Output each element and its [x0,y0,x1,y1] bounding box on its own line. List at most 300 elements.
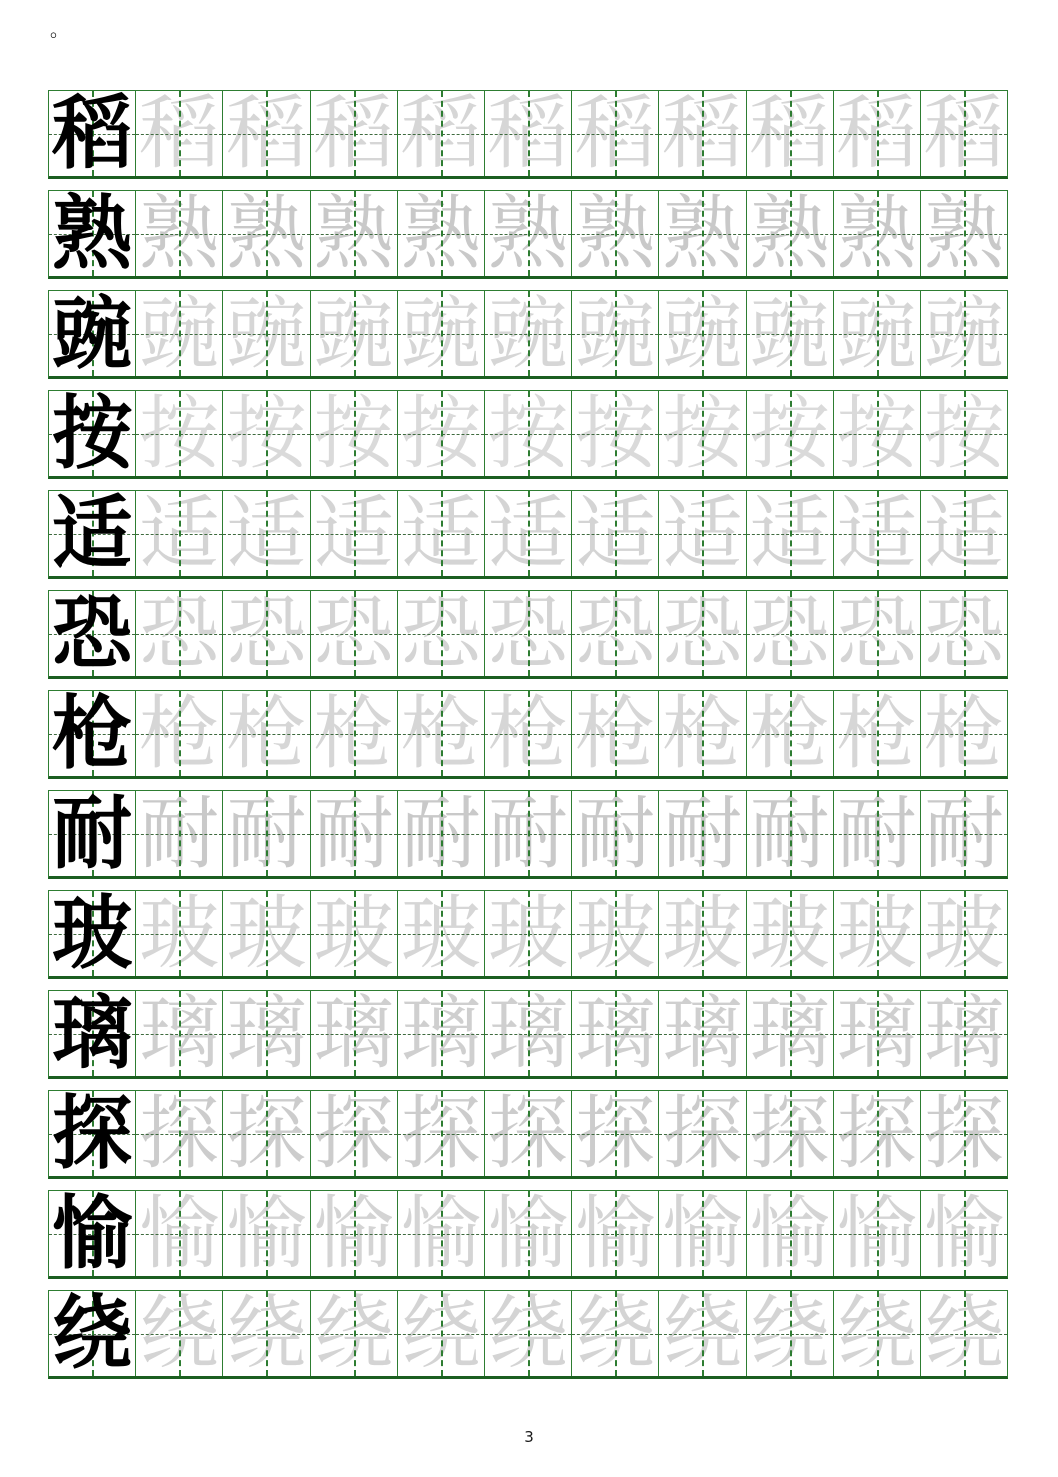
model-character: 枪 [52,686,133,780]
practice-row [48,586,1008,680]
practice-grid [48,86,1008,1390]
trace-character: 熟 [923,186,1004,280]
trace-cell [572,486,659,580]
trace-cell [921,886,1007,980]
trace-cell [572,186,659,280]
trace-character: 探 [749,1086,830,1180]
trace-cell [659,986,746,1080]
model-character: 熟 [52,186,133,280]
model-cell [49,786,136,880]
trace-character: 恐 [923,586,1004,680]
trace-character: 豌 [836,286,917,380]
trace-cell [659,186,746,280]
trace-character: 适 [575,486,656,580]
trace-character: 璃 [836,986,917,1080]
trace-cell [485,686,572,780]
practice-row [48,1286,1008,1380]
trace-character: 探 [575,1086,656,1180]
trace-cell [834,686,921,780]
trace-character: 绕 [749,1286,830,1380]
trace-character: 恐 [400,586,481,680]
trace-cell [747,586,834,680]
model-cell [49,186,136,280]
trace-cell [659,86,746,180]
trace-cell [921,686,1007,780]
trace-character: 绕 [488,1286,569,1380]
trace-cell [834,386,921,480]
top-punctuation: 。 [50,19,70,41]
model-cell [49,1086,136,1180]
trace-character: 耐 [400,786,481,880]
trace-cell [398,1086,485,1180]
trace-cell [136,286,223,380]
trace-cell [747,386,834,480]
trace-cell [136,886,223,980]
trace-cell [223,586,310,680]
trace-character: 豌 [400,286,481,380]
trace-cell [485,386,572,480]
trace-cell [572,586,659,680]
trace-character: 按 [749,386,830,480]
trace-character: 璃 [662,986,743,1080]
trace-character: 玻 [749,886,830,980]
trace-character: 熟 [749,186,830,280]
trace-character: 探 [226,1086,307,1180]
trace-character: 绕 [400,1286,481,1380]
trace-character: 枪 [662,686,743,780]
trace-cell [223,386,310,480]
model-cell [49,986,136,1080]
trace-cell [572,786,659,880]
practice-row [48,886,1008,980]
trace-cell [834,786,921,880]
trace-cell [659,686,746,780]
trace-cell [485,286,572,380]
trace-character: 绕 [923,1286,1004,1380]
trace-cell [311,586,398,680]
model-character: 豌 [52,286,133,380]
trace-cell [485,986,572,1080]
trace-character: 稻 [313,86,394,180]
trace-character: 愉 [575,1186,656,1280]
trace-character: 熟 [400,186,481,280]
trace-character: 稻 [488,86,569,180]
trace-character: 枪 [836,686,917,780]
trace-cell [572,886,659,980]
trace-character: 璃 [488,986,569,1080]
trace-character: 玻 [662,886,743,980]
trace-character: 愉 [139,1186,220,1280]
practice-row [48,986,1008,1080]
model-cell [49,386,136,480]
model-cell [49,286,136,380]
trace-character: 愉 [488,1186,569,1280]
trace-character: 绕 [575,1286,656,1380]
trace-character: 探 [313,1086,394,1180]
trace-character: 恐 [488,586,569,680]
trace-cell [398,386,485,480]
trace-cell [223,786,310,880]
trace-cell [136,1186,223,1280]
trace-character: 熟 [139,186,220,280]
trace-character: 适 [313,486,394,580]
trace-cell [311,986,398,1080]
trace-character: 恐 [836,586,917,680]
trace-character: 恐 [313,586,394,680]
trace-cell [311,686,398,780]
trace-character: 愉 [226,1186,307,1280]
trace-cell [834,986,921,1080]
trace-cell [398,1186,485,1280]
model-character: 绕 [52,1286,133,1380]
trace-cell [747,86,834,180]
trace-character: 按 [226,386,307,480]
trace-character: 璃 [400,986,481,1080]
trace-cell [834,1286,921,1380]
trace-cell [311,1186,398,1280]
trace-character: 耐 [313,786,394,880]
trace-character: 豌 [139,286,220,380]
trace-character: 适 [226,486,307,580]
trace-character: 绕 [226,1286,307,1380]
trace-character: 豌 [749,286,830,380]
trace-character: 玻 [313,886,394,980]
trace-cell [921,1286,1007,1380]
trace-cell [136,386,223,480]
trace-cell [223,1186,310,1280]
trace-cell [921,786,1007,880]
trace-cell [136,586,223,680]
trace-character: 稻 [749,86,830,180]
trace-cell [572,1286,659,1380]
trace-cell [834,1186,921,1280]
trace-cell [223,186,310,280]
trace-cell [921,986,1007,1080]
model-cell [49,1286,136,1380]
trace-character: 熟 [226,186,307,280]
trace-cell [136,486,223,580]
trace-character: 豌 [575,286,656,380]
trace-character: 豌 [923,286,1004,380]
trace-character: 枪 [139,686,220,780]
trace-cell [398,986,485,1080]
trace-character: 适 [488,486,569,580]
trace-cell [659,486,746,580]
trace-cell [311,1286,398,1380]
trace-character: 熟 [313,186,394,280]
trace-cell [921,586,1007,680]
trace-cell [747,686,834,780]
trace-character: 玻 [836,886,917,980]
trace-character: 豌 [488,286,569,380]
trace-character: 适 [139,486,220,580]
trace-character: 豌 [313,286,394,380]
trace-cell [921,1086,1007,1180]
trace-character: 豌 [662,286,743,380]
trace-cell [572,286,659,380]
trace-character: 探 [836,1086,917,1180]
trace-character: 枪 [575,686,656,780]
trace-cell [747,886,834,980]
trace-character: 恐 [575,586,656,680]
trace-character: 稻 [836,86,917,180]
trace-character: 绕 [139,1286,220,1380]
trace-character: 熟 [836,186,917,280]
trace-character: 稻 [662,86,743,180]
trace-cell [747,1186,834,1280]
trace-character: 愉 [662,1186,743,1280]
trace-character: 稻 [923,86,1004,180]
trace-character: 稻 [139,86,220,180]
trace-character: 按 [836,386,917,480]
trace-cell [921,286,1007,380]
trace-character: 璃 [139,986,220,1080]
trace-character: 耐 [226,786,307,880]
trace-character: 愉 [400,1186,481,1280]
model-character: 璃 [52,986,133,1080]
trace-cell [485,586,572,680]
model-character: 耐 [52,786,133,880]
trace-character: 适 [836,486,917,580]
trace-cell [223,1086,310,1180]
trace-cell [485,1186,572,1280]
trace-character: 豌 [226,286,307,380]
trace-character: 枪 [400,686,481,780]
trace-character: 耐 [139,786,220,880]
model-character: 愉 [52,1186,133,1280]
trace-cell [136,1086,223,1180]
trace-character: 璃 [226,986,307,1080]
trace-cell [485,1086,572,1180]
trace-cell [572,86,659,180]
trace-character: 绕 [313,1286,394,1380]
trace-cell [747,786,834,880]
trace-character: 耐 [749,786,830,880]
page-number: 3 [524,1428,534,1446]
trace-cell [311,186,398,280]
trace-cell [485,786,572,880]
trace-character: 适 [662,486,743,580]
trace-cell [659,286,746,380]
trace-character: 探 [139,1086,220,1180]
practice-row [48,1186,1008,1280]
trace-cell [485,886,572,980]
model-cell [49,686,136,780]
trace-character: 按 [400,386,481,480]
model-character: 恐 [52,586,133,680]
trace-cell [659,586,746,680]
trace-character: 恐 [662,586,743,680]
trace-cell [921,186,1007,280]
trace-character: 按 [139,386,220,480]
trace-cell [223,686,310,780]
trace-cell [223,86,310,180]
model-character: 玻 [52,886,133,980]
trace-cell [311,486,398,580]
trace-character: 璃 [313,986,394,1080]
trace-cell [834,86,921,180]
trace-character: 适 [923,486,1004,580]
trace-character: 愉 [836,1186,917,1280]
trace-cell [223,886,310,980]
trace-cell [921,1186,1007,1280]
trace-cell [659,786,746,880]
trace-character: 愉 [923,1186,1004,1280]
trace-cell [136,86,223,180]
trace-cell [485,1286,572,1380]
practice-row [48,386,1008,480]
trace-character: 愉 [313,1186,394,1280]
trace-cell [747,986,834,1080]
model-character: 适 [52,486,133,580]
trace-cell [747,1286,834,1380]
practice-row [48,486,1008,580]
trace-character: 璃 [575,986,656,1080]
trace-character: 枪 [749,686,830,780]
trace-character: 稻 [226,86,307,180]
trace-cell [834,886,921,980]
trace-cell [921,486,1007,580]
trace-cell [311,1086,398,1180]
trace-character: 适 [400,486,481,580]
trace-cell [136,786,223,880]
model-character: 按 [52,386,133,480]
trace-cell [834,286,921,380]
trace-character: 玻 [400,886,481,980]
trace-cell [834,586,921,680]
trace-cell [747,286,834,380]
trace-character: 耐 [575,786,656,880]
trace-character: 绕 [662,1286,743,1380]
trace-cell [311,286,398,380]
trace-character: 绕 [836,1286,917,1380]
trace-cell [398,586,485,680]
practice-row [48,686,1008,780]
trace-cell [311,886,398,980]
trace-character: 探 [400,1086,481,1180]
trace-cell [311,86,398,180]
trace-cell [398,486,485,580]
trace-character: 按 [662,386,743,480]
practice-row [48,86,1008,180]
trace-character: 恐 [749,586,830,680]
trace-character: 按 [488,386,569,480]
trace-character: 玻 [923,886,1004,980]
trace-character: 耐 [923,786,1004,880]
trace-cell [659,886,746,980]
trace-character: 愉 [749,1186,830,1280]
trace-cell [398,286,485,380]
practice-row [48,786,1008,880]
trace-cell [834,486,921,580]
model-cell [49,86,136,180]
trace-cell [659,1286,746,1380]
trace-character: 璃 [923,986,1004,1080]
trace-character: 玻 [575,886,656,980]
practice-row [48,286,1008,380]
trace-cell [834,1086,921,1180]
trace-character: 稻 [575,86,656,180]
trace-cell [223,486,310,580]
trace-cell [747,186,834,280]
trace-character: 恐 [139,586,220,680]
trace-cell [311,386,398,480]
trace-character: 枪 [226,686,307,780]
trace-character: 玻 [488,886,569,980]
trace-character: 熟 [662,186,743,280]
trace-character: 熟 [488,186,569,280]
trace-character: 枪 [923,686,1004,780]
trace-character: 探 [488,1086,569,1180]
trace-character: 耐 [662,786,743,880]
trace-character: 探 [923,1086,1004,1180]
trace-cell [223,286,310,380]
model-character: 探 [52,1086,133,1180]
trace-cell [398,1286,485,1380]
trace-cell [747,1086,834,1180]
practice-row [48,186,1008,280]
model-character: 稻 [52,86,133,180]
trace-cell [398,86,485,180]
trace-cell [223,986,310,1080]
trace-cell [223,1286,310,1380]
trace-character: 熟 [575,186,656,280]
trace-character: 按 [313,386,394,480]
trace-cell [921,86,1007,180]
trace-character: 璃 [749,986,830,1080]
trace-character: 探 [662,1086,743,1180]
trace-character: 按 [575,386,656,480]
trace-cell [572,1086,659,1180]
trace-cell [659,1086,746,1180]
trace-character: 耐 [488,786,569,880]
trace-character: 枪 [313,686,394,780]
trace-character: 恐 [226,586,307,680]
trace-cell [921,386,1007,480]
trace-cell [311,786,398,880]
trace-cell [136,986,223,1080]
trace-character: 玻 [226,886,307,980]
trace-cell [834,186,921,280]
model-cell [49,886,136,980]
trace-character: 枪 [488,686,569,780]
trace-cell [659,1186,746,1280]
trace-cell [398,786,485,880]
trace-character: 按 [923,386,1004,480]
trace-character: 玻 [139,886,220,980]
trace-cell [398,886,485,980]
model-cell [49,1186,136,1280]
trace-cell [572,1186,659,1280]
trace-cell [136,186,223,280]
trace-cell [572,386,659,480]
trace-cell [659,386,746,480]
trace-cell [572,986,659,1080]
trace-cell [136,1286,223,1380]
trace-cell [485,86,572,180]
trace-cell [572,686,659,780]
trace-character: 稻 [400,86,481,180]
trace-character: 耐 [836,786,917,880]
trace-cell [136,686,223,780]
trace-cell [485,186,572,280]
trace-cell [485,486,572,580]
practice-row [48,1086,1008,1180]
model-cell [49,486,136,580]
trace-cell [747,486,834,580]
trace-cell [398,186,485,280]
trace-cell [398,686,485,780]
